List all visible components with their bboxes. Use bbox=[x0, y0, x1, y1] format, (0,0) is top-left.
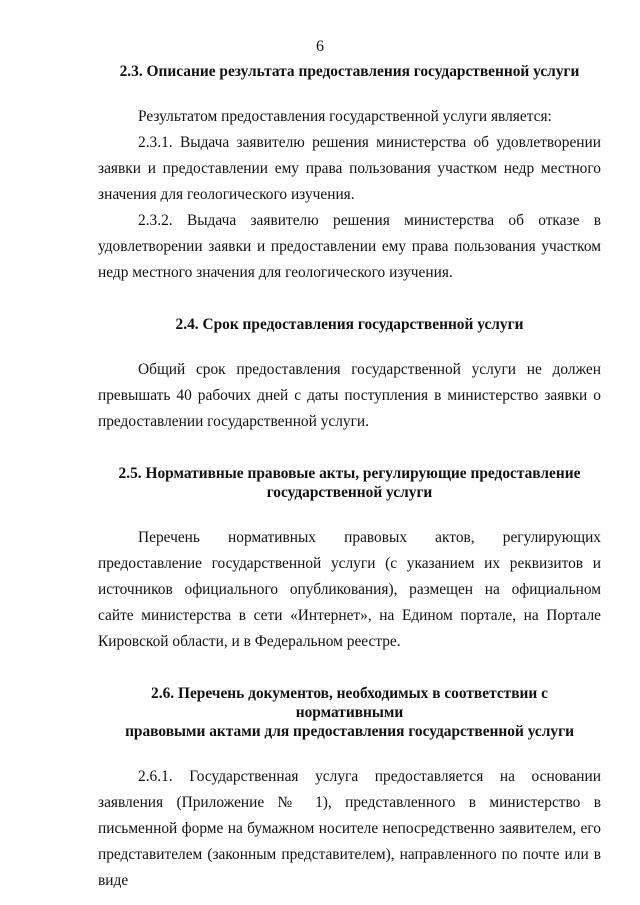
document-body bbox=[98, 62, 601, 894]
section-heading: 2.3. Описание результата предоставления государственной услуги bbox=[119, 63, 580, 80]
section-heading bbox=[98, 684, 601, 741]
section-heading-line: 2.5. Нормативные правовые акты, регулирующие предоставление bbox=[118, 465, 581, 482]
paragraph-2-4: Общий срок предоставления государственной услуги не должен превышать 40 рабочих дней с даты поступления в министерство заявки о предоставлении государственной услуги. bbox=[98, 361, 601, 430]
paragraph-2-5: Перечень нормативных правовых актов, регулирующих предоставление государственной услуги (с указанием их реквизитов и источников официального опубликования), размещен на официальном сайте министерства в сети «Интернет», на Едином портале, на Портале Кировской области, и в Федеральном реестре. bbox=[98, 529, 601, 650]
section-heading-line: правовыми актами для предоставления государственной услуги bbox=[125, 723, 574, 740]
section-heading-line: 2.6. Перечень документов, необходимых в соответствии с нормативными bbox=[151, 685, 548, 721]
section-2-4 bbox=[98, 315, 601, 435]
paragraph-2-6-1: 2.6.1. Государственная услуга предоставляется на основании заявления (Приложение № 1), представленного в министерство в письменной форме на бумажном носителе непосредственно заявителем, его представителем (законным представителем), направленного по почте или в виде bbox=[98, 768, 601, 889]
section-heading: 2.4. Срок предоставления государственной услуги bbox=[175, 316, 524, 333]
section-heading bbox=[98, 464, 601, 502]
section-heading-line: государственной услуги bbox=[266, 484, 433, 501]
section-2-3 bbox=[98, 62, 601, 286]
paragraph-2-3-2: 2.3.2. Выдача заявителю решения министерства об отказе в удовлетворении заявки и предоставлении ему права пользования участком недр местного значения для геологического изучения. bbox=[98, 212, 601, 281]
page-number: 6 bbox=[316, 38, 324, 55]
paragraph-2-3-1: 2.3.1. Выдача заявителю решения министерства об удовлетворении заявки и предоставлении ему права пользования участком недр местного значения для геологического изучения. bbox=[98, 134, 601, 203]
section-2-6 bbox=[98, 684, 601, 894]
paragraph-intro: Результатом предоставления государственной услуги является: bbox=[138, 108, 552, 125]
section-2-5 bbox=[98, 464, 601, 655]
